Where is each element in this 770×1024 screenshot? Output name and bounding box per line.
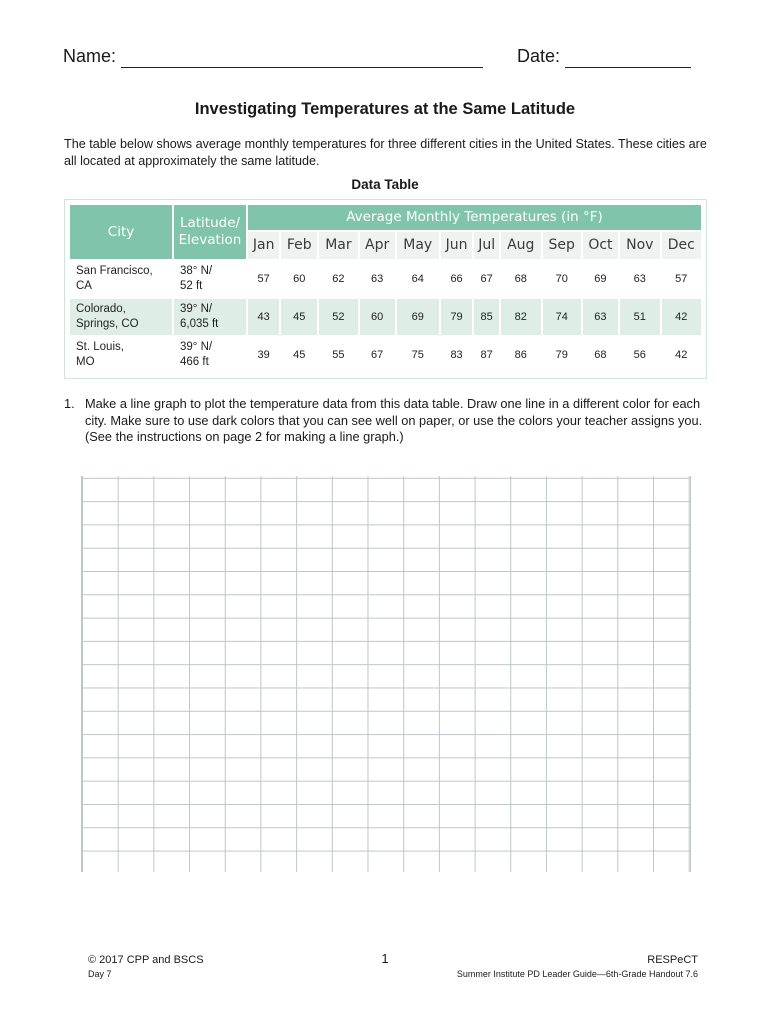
latitude-value: 39° N/ (180, 341, 213, 353)
date-label: Date: (517, 46, 561, 66)
table-row (70, 337, 701, 373)
month-header: Aug (501, 232, 541, 259)
latitude-value: 39° N/ (180, 303, 213, 315)
temp-cell: 52 (319, 299, 357, 335)
temp-cell: 68 (501, 261, 541, 297)
temp-cell: 63 (583, 299, 618, 335)
city-name-line2: CA (76, 280, 92, 292)
month-header: Dec (662, 232, 701, 259)
temp-cell: 62 (319, 261, 357, 297)
temp-cell: 63 (360, 261, 395, 297)
temp-cell: 64 (397, 261, 439, 297)
temp-cell: 68 (583, 337, 618, 373)
program-name: RESPeCT (647, 954, 698, 966)
avg-temp-header: Average Monthly Temperatures (in °F) (248, 205, 701, 230)
temp-cell: 67 (360, 337, 395, 373)
data-table-caption: Data Table (351, 177, 419, 192)
latitude-cell (174, 261, 246, 297)
latitude-header-line2: Elevation (178, 232, 242, 248)
temp-cell: 85 (474, 299, 499, 335)
temp-cell: 87 (474, 337, 499, 373)
temp-cell: 45 (281, 299, 317, 335)
city-name-line1: St. Louis, (76, 341, 124, 353)
latitude-header-line1: Latitude/ (179, 215, 241, 231)
footer-right (457, 953, 698, 981)
table-row (70, 299, 701, 335)
intro-text: The table below shows average monthly temperatures for three different cities in the United States. These cities are all located at approximately the same latitude. (64, 137, 707, 168)
name-label: Name: (63, 46, 117, 66)
temp-cell: 74 (543, 299, 581, 335)
name-blank[interactable] (121, 46, 483, 68)
temp-cell: 82 (501, 299, 541, 335)
elevation-value: 466 ft (180, 356, 209, 368)
temp-cell: 79 (543, 337, 581, 373)
city-name-line1: San Francisco, (76, 265, 153, 277)
temp-cell: 51 (620, 299, 660, 335)
temp-cell: 57 (662, 261, 701, 297)
city-header: City (70, 205, 172, 259)
page-number: 1 (381, 951, 389, 966)
graph-grid[interactable] (81, 476, 691, 872)
month-header: Nov (620, 232, 660, 259)
latitude-value: 38° N/ (180, 265, 213, 277)
temp-cell: 69 (397, 299, 439, 335)
guide-title: Summer Institute PD Leader Guide—6th-Grade Handout 7.6 (456, 969, 698, 979)
temp-cell: 66 (441, 261, 473, 297)
temp-cell: 43 (248, 299, 279, 335)
temp-cell: 39 (248, 337, 279, 373)
temp-cell: 45 (281, 337, 317, 373)
temp-cell: 79 (441, 299, 473, 335)
city-cell (70, 337, 172, 373)
city-name-line2: Springs, CO (76, 318, 139, 330)
name-field[interactable] (63, 46, 483, 68)
month-header: Jan (248, 232, 279, 259)
temp-cell: 60 (281, 261, 317, 297)
latitude-cell (174, 299, 246, 335)
temp-cell: 57 (248, 261, 279, 297)
question-number: 1. (64, 396, 75, 411)
temp-cell: 70 (543, 261, 581, 297)
month-header: Jun (441, 232, 473, 259)
month-header: Mar (319, 232, 357, 259)
latitude-header (174, 205, 246, 259)
month-header: Sep (543, 232, 581, 259)
city-name-line2: MO (76, 356, 95, 368)
date-field[interactable] (517, 46, 691, 68)
elevation-value: 52 ft (180, 280, 203, 292)
table-row (70, 261, 701, 297)
month-header: May (397, 232, 439, 259)
temp-cell: 42 (662, 337, 701, 373)
month-header: Oct (583, 232, 618, 259)
month-header: Jul (474, 232, 499, 259)
temp-cell: 55 (319, 337, 357, 373)
question-text: Make a line graph to plot the temperature data from this data table. Draw one line in a different color for each city. Make sure to use dark colors that you can see well on paper, or use the colors your teacher assigns you. (See the instructions on page 2 for making a line graph.) (85, 396, 703, 444)
temp-cell: 75 (397, 337, 439, 373)
city-cell (70, 261, 172, 297)
page-title: Investigating Temperatures at the Same Latitude (194, 100, 576, 118)
temp-cell: 83 (441, 337, 473, 373)
temp-cell: 60 (360, 299, 395, 335)
temp-cell: 69 (583, 261, 618, 297)
city-name-line1: Colorado, (76, 303, 126, 315)
copyright-text: © 2017 CPP and BSCS (88, 954, 204, 966)
temp-cell: 63 (620, 261, 660, 297)
month-header: Apr (360, 232, 395, 259)
day-label: Day 7 (88, 969, 112, 979)
elevation-value: 6,035 ft (180, 318, 219, 330)
month-header: Feb (281, 232, 317, 259)
temp-cell: 42 (662, 299, 701, 335)
date-blank[interactable] (565, 46, 691, 68)
question-1 (64, 396, 704, 446)
temp-cell: 86 (501, 337, 541, 373)
temp-cell: 67 (474, 261, 499, 297)
latitude-cell (174, 337, 246, 373)
data-table (64, 199, 707, 379)
temp-cell: 56 (620, 337, 660, 373)
city-cell (70, 299, 172, 335)
